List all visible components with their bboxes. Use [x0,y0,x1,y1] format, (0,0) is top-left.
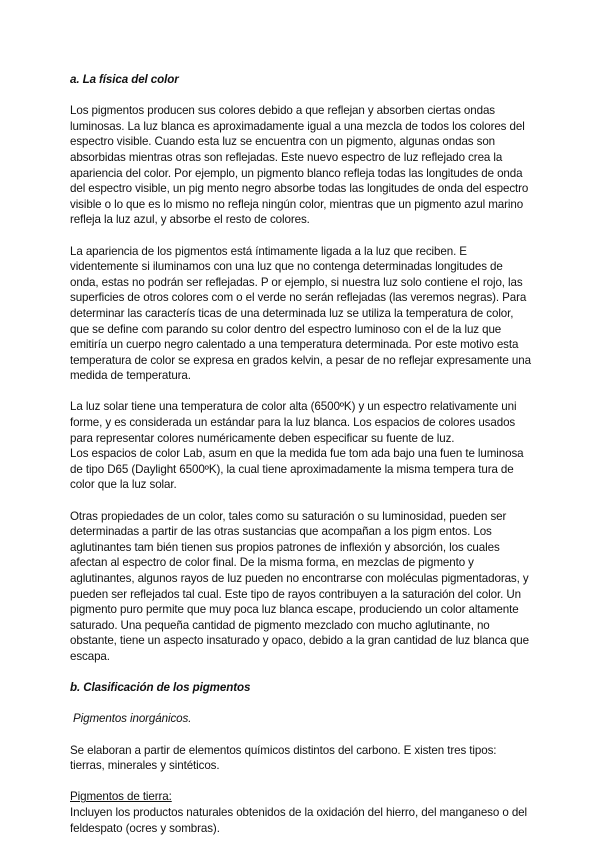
paragraph-saturation: Otras propiedades de un color, tales como su saturación o su luminosidad, pueden ser determinadas a partir de las otras sustancias que acompañan a los pigm entos. Los aglutinantes tam bién tienen sus propios patrones de inflexión y absorción, los cuales afectan al espectro de color final. De la misma forma, en mezclas de pigmento y aglutinantes, algunos rayos de luz pueden no encontrarse con moléculas pigmentadoras, y pueden ser reflejados tal cual. Este tipo de rayos contribuyen a la saturación del color. Un pigmento puro permite que muy poca luz blanca escape, produciendo un color altamente saturado. Una pequeña cantidad de pigmento mezclado con mucho aglutinante, no obstante, tiene un aspecto insaturado y opaco, debido a la gran cantidad de luz blanca que escapa. [70,509,529,663]
paragraph-earth-pigments: Incluyen los productos naturales obtenidos de la oxidación del hierro, del manganeso o del feldespato (ocres y sombras). [70,805,527,835]
paragraph-inorganic-intro: Se elaboran a partir de elementos químicos distintos del carbono. E xisten tres tipos: tierras, minerales y sintéticos. [70,743,497,773]
paragraph-pigments-light: Los pigmentos producen sus colores debido a que reflejan y absorben ciertas ondas luminosas. La luz blanca es aproximadamente igual a una mezcla de todos los colores del espectro visible. Cuando esta luz se encuentra con un pigmento, algunas ondas son absorbidas mientras otras son reflejadas. Este nuevo espectro de luz reflejado crea la apariencia del color. Por ejemplo, un pigmento blanco refleja todas las longitudes de onda del espectro visible, un pig mento negro absorbe todas las longitudes de onda del espectro visible o lo que es lo mismo no refleja ningún color, mientras que un pigmento azul marino refleja la luz azul, y absorbe el resto de colores. [70,104,529,227]
earth-pigments-title: Pigmentos de tierra: [70,790,172,804]
section-a-heading: a. La física del color [70,73,179,86]
paragraph-solar-light: La luz solar tiene una temperatura de color alta (6500ºK) y un espectro relativamente uni forme, y es considerada un estándar para la luz blanca. Los espacios de colores usados para representar colores numéricamente deben especificar su fuente de luz. [70,400,517,445]
inorganic-subheading: Pigmentos inorgánicos. [73,712,192,726]
paragraph-light-appearance: La apariencia de los pigmentos está íntimamente ligada a la luz que reciben. E videntemente si iluminamos con una luz que no contenga determinadas longitudes de onda, estas no podrán ser reflejadas. P or ejemplo, si nuestra luz solo contiene el rojo, las superficies de otros colores com o el verde no serán reflejadas (las veremos negras). Para determinar las caracterís ticas de una determinada luz se utiliza la temperatura de color, que se define com parando su color dentro del espectro luminoso con el de la luz que emitiría un cuerpo negro calentado a una temperatura determinada. Por este motivo esta temperatura de color se expresa en grados kelvin, a pesar de no reflejar expresamente una medida de temperatura. [70,244,531,383]
section-b-heading: b. Clasificación de los pigmentos [70,681,251,695]
paragraph-lab-space: Los espacios de color Lab, asum en que la medida fue tom ada bajo una fuen te luminosa de tipo D65 (Daylight 6500ºK), la cual tiene aproximadamente la misma tempera tura de color que la luz solar. [70,447,524,492]
document-body [70,72,532,852]
